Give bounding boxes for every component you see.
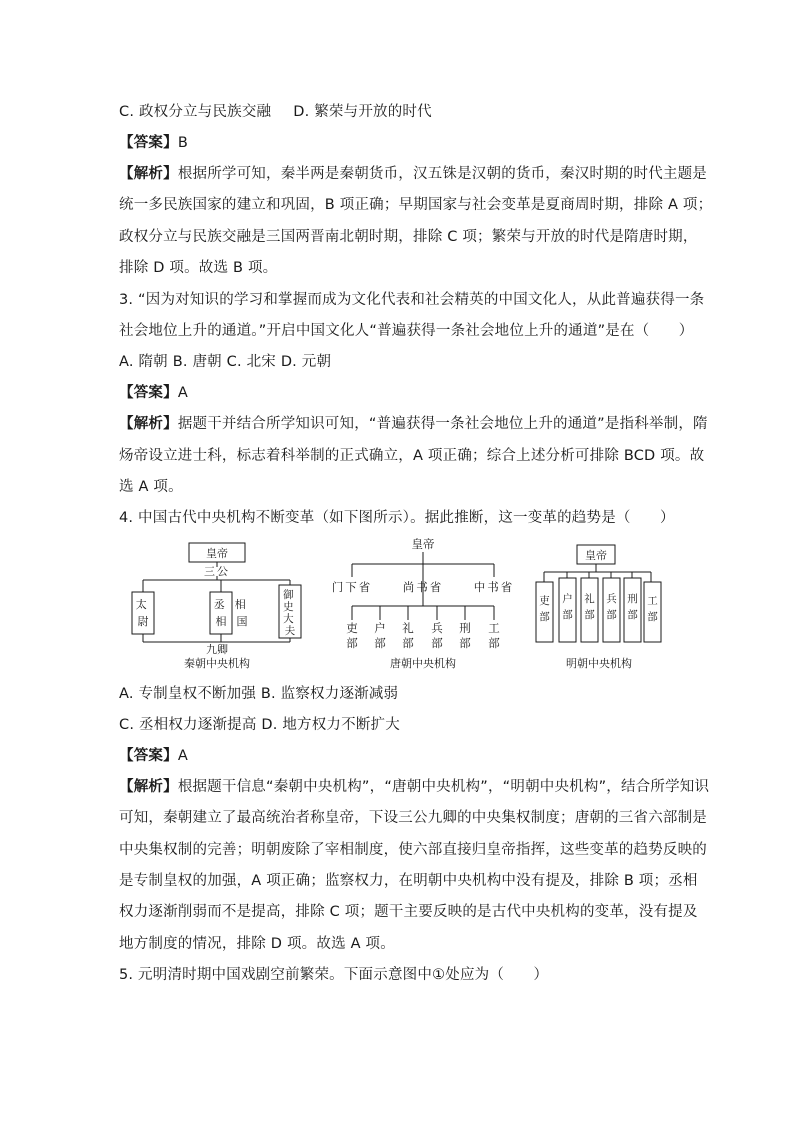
qin-caption: 秦朝中央机构 <box>184 657 250 670</box>
ming-caption: 明朝中央机构 <box>566 657 632 670</box>
q3-options: A. 隋朝 B. 唐朝 C. 北宋 D. 元朝 <box>119 354 332 370</box>
bu-label: 工部 <box>488 621 500 650</box>
qin-xiangguo: 相 国 <box>234 598 248 628</box>
bu-label: 工部 <box>647 595 658 623</box>
q5-stem: 5. 元明清时期中国戏剧空前繁荣。下面示意图中①处应为（ ） <box>119 967 549 983</box>
q2-analysis-line-4: 排除 D 项。故选 B 项。 <box>119 260 278 276</box>
ming-bu-group <box>539 592 658 623</box>
q4-analysis-line-5: 权力逐渐削弱而不是提高，排除 C 项；题干主要反映的是古代中央机构的变革，没有提及 <box>119 904 698 920</box>
q4-options-line-2: C. 丞相权力逐渐提高 D. 地方权力不断扩大 <box>119 717 400 733</box>
q4-answer <box>119 746 188 766</box>
qin-chengxiang: 丞 相 <box>213 598 227 628</box>
qin-yushi: 御 史 大 夫 <box>283 589 296 637</box>
answer-label: 【答案】 <box>119 135 178 151</box>
q4-stem: 4. 中国古代中央机构不断变革（如下图所示）。据此推断，这一变革的趋势是（ ） <box>119 510 675 526</box>
q3-stem-line-1: 3. “因为对知识的学习和掌握而成为文化代表和社会精英的中国文化人，从此普遍获得一条 <box>119 292 705 308</box>
q4-analysis-line-3: 中央集权制的完善；明朝废除了宰相制度，使六部直接归皇帝指挥，这些变革的趋势反映的 <box>119 842 707 858</box>
analysis-label: 【解析】 <box>119 166 178 182</box>
answer-label: 【答案】 <box>119 748 178 764</box>
q3-analysis-line-3: 选 A 项。 <box>119 479 183 495</box>
bu-label: 礼部 <box>402 621 414 650</box>
q3-analysis-line-2: 炀帝设立进士科，标志着科举制的正式确立，A 项正确；综合上述分析可排除 BCD 项。故 <box>119 448 705 464</box>
q2-analysis-line-2: 统一多民族国家的建立和巩固，B 项正确；早期国家与社会变革是夏商周时期，排除 A 项； <box>119 197 713 213</box>
bu-label: 兵部 <box>431 621 443 650</box>
q3-stem-line-2: 社会地位上升的通道。”开启中国文化人“普遍获得一条社会地位上升的通道”是在（ ） <box>119 323 694 339</box>
q3-analysis-line-1 <box>119 414 708 434</box>
bu-label: 户部 <box>562 593 573 621</box>
bu-label: 兵部 <box>606 593 617 621</box>
q2-option-c: C. 政权分立与民族交融 <box>119 104 272 120</box>
analysis-label: 【解析】 <box>119 416 178 432</box>
tang-caption: 唐朝中央机构 <box>390 657 456 670</box>
q2-analysis-line-3: 政权分立与民族交融是三国两晋南北朝时期，排除 C 项；繁荣与开放的时代是隋唐时期， <box>119 229 698 245</box>
q4-analysis-line-2: 可知，秦朝建立了最高统治者称皇帝，下设三公九卿的中央集权制度；唐朝的三省六部制是 <box>119 810 707 826</box>
qin-jiuqing: 九卿 <box>206 643 228 656</box>
tang-zhongshu: 中书省 <box>473 580 515 594</box>
answer-label: 【答案】 <box>119 385 178 401</box>
answer-value: B <box>177 135 188 151</box>
bu-label: 礼部 <box>584 593 595 621</box>
bu-label: 吏部 <box>539 595 550 623</box>
analysis-text: 据题干并结合所学知识可知，“普遍获得一条社会地位上升的通道”是指科举制，隋 <box>177 416 708 432</box>
qin-sangong: 三公 <box>204 565 230 578</box>
q4-analysis-line-4: 是专制皇权的加强，A 项正确；监察权力，在明朝中央机构中没有提及，排除 B 项；丞相 <box>119 873 698 889</box>
q4-analysis-line-1 <box>119 777 709 797</box>
analysis-text: 根据题干信息“秦朝中央机构”，“唐朝中央机构”，“明朝中央机构”，结合所学知识 <box>177 779 710 795</box>
q3-answer <box>119 383 188 403</box>
qin-taiwei: 太 尉 <box>135 598 149 628</box>
tang-bu-group <box>346 621 500 650</box>
analysis-label: 【解析】 <box>119 779 178 795</box>
bu-label: 刑部 <box>627 593 638 621</box>
bu-label: 刑部 <box>459 621 471 650</box>
tang-shangshu: 尚书省 <box>402 580 444 594</box>
bu-label: 吏部 <box>346 621 358 650</box>
ming-emperor: 皇帝 <box>585 549 607 562</box>
tang-emperor: 皇帝 <box>411 537 435 551</box>
q4-analysis-line-6: 地方制度的情况，排除 D 项。故选 A 项。 <box>119 936 395 952</box>
tang-menxia: 门下省 <box>331 580 373 594</box>
q2-analysis-line-1 <box>119 164 707 184</box>
q4-options-line-1: A. 专制皇权不断加强 B. 监察权力逐渐减弱 <box>119 686 399 702</box>
qin-emperor: 皇帝 <box>206 547 228 560</box>
answer-value: A <box>177 385 188 401</box>
answer-value: A <box>177 748 188 764</box>
central-institutions-diagram <box>119 534 679 674</box>
q2-answer <box>119 133 188 153</box>
analysis-text: 根据所学可知，秦半两是秦朝货币，汉五铢是汉朝的货币，秦汉时期的时代主题是 <box>177 166 708 182</box>
q2-options-cd <box>119 102 432 122</box>
q2-option-d: D. 繁荣与开放的时代 <box>293 104 432 120</box>
bu-label: 户部 <box>374 621 386 650</box>
